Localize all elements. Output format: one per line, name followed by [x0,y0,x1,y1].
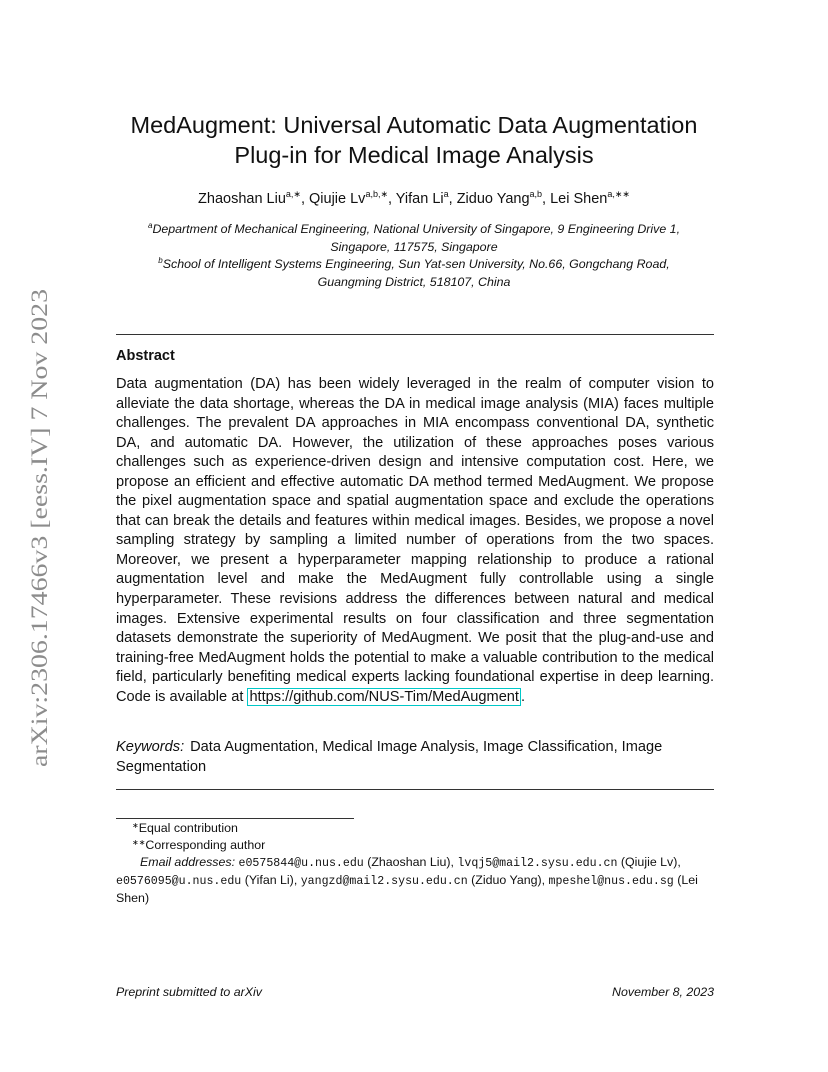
author: Zhaoshan Liu$^{a,∗}$, [198,189,310,207]
email-link[interactable]: e0575844@u.nus.edu [238,857,364,870]
email-link[interactable]: e0576095@u.nus.edu [116,875,242,888]
footnote-corresponding: ∗∗Corresponding author [132,838,266,852]
abstract-body: Data augmentation (DA) has been widely leveraged in the realm of computer vision to alleviate the data shortage, whereas the DA in medical image analysis (MIA) faces multiple challenges. The prevalent DA approaches in MIA encompass conventional DA, synthetic DA, and automatic DA. However, the utilization of these approaches poses various challenges such as experience-driven design and intensive computation cost. Here, we propose an efficient and effective automatic DA method termed MedAugment. We propose the pixel augmentation space and spatial augmentation space and exclude the operations that can break the details and features within medical images. Besides, we propose a novel sampling strategy by sampling a limited number of operations from the two spaces. Moreover, we present a hyperparameter mapping relationship to produce a rational augmentation level and make the MedAugment fully controllable using a single hyperparameter. These revisions address the differences between natural and medical images. Extensive experimental results on four classification and three segmentation datasets demonstrate the superiority of MedAugment. We posit that the plug-and-use and training-free MedAugment holds the potential to make a valuable contribution to the medical field, particularly benefiting medical experts lacking foundational expertise in deep learning. Code is available at https://github.com/NUS-Tim/MedAugment . [116,376,714,705]
footnotes [116,820,714,907]
arxiv-stamp [14,285,60,770]
abstract-bottom-rule [116,789,714,790]
keywords-text: Data Augmentation, Medical Image Analysis, Image Classification, Image Segmentation [116,739,663,775]
footnote-rule [116,818,354,819]
abstract-top-rule [116,334,714,335]
affiliations [110,221,718,291]
affiliation-b: $^b$School of Intelligent Systems Engineering, Sun Yat-sen University, No.66, Gongchang Road, [158,256,670,271]
email-link[interactable]: lvqj5@mail2.sysu.edu.cn [457,857,618,870]
code-link[interactable]: https://github.com/NUS-Tim/MedAugment [249,688,519,705]
email-link[interactable]: yangzd@mail2.sysu.edu.cn [300,875,468,888]
footnote-equal: ∗Equal contribution [132,821,238,835]
footer-preprint: Preprint submitted to arXiv [116,985,262,999]
author: Yifan Li$^a$, [395,189,457,207]
arxiv-stamp-text: arXiv:2306.17466v3 [eess.IV] 7 Nov 2023 [27,372,52,767]
footer-date: November 8, 2023 [612,985,714,999]
author: Lei Shen$^{a,∗∗}$ [550,189,630,207]
affiliation-b-cont: Guangming District, 518107, China [317,274,511,289]
title-line-1: MedAugment: Universal Automatic Data Augmentation [130,112,698,138]
affiliation-a-cont: Singapore, 117575, Singapore [330,239,498,254]
paper-title [110,110,718,170]
author: Ziduo Yang$^{a,b}$, [456,189,551,207]
abstract-heading: Abstract [116,348,175,364]
author-list [110,189,718,209]
footnote-emails: Email addresses: e0575844@u.nus.edu (Zhaoshan Liu), lvqj5@mail2.sysu.edu.cn (Qiujie Lv), e0576095@u.nus.edu (Yifan Li), yangzd@mail2.sysu.edu.cn (Ziduo Yang), mpeshel@nus.edu.sg (Lei Shen) [116,855,698,905]
title-line-2: Plug-in for Medical Image Analysis [234,142,594,168]
affiliation-a: $^a$Department of Mechanical Engineering, National University of Singapore, 9 Engineering Drive 1, [147,221,681,236]
author: Qiujie $Lv^{a,b,∗}$, [309,189,396,207]
email-link[interactable]: mpeshel@nus.edu.sg [548,875,674,888]
keywords [116,737,714,777]
abstract-text: Data augmentation (DA) has been widely leveraged in the realm of computer vision to alleviate the data shortage, whereas the DA in medical image analysis (MIA) faces multiple challenges. The prevalent DA approaches in MIA encompass conventional DA, synthetic DA, and automatic DA. However, the utilization of these approaches poses various challenges such as experience-driven design and intensive computation cost. Here, we propose an efficient and effective automatic DA method termed MedAugment. We propose the pixel augmentation space and spatial augmentation space and exclude the operations that can break the details and features within medical images. Besides, we propose a novel sampling strategy by sampling a limited number of operations from the two spaces. Moreover, we present a hyperparameter mapping relationship to produce a rational augmentation level and make the MedAugment fully controllable using a single hyperparameter. These revisions address the differences between natural and medical images. Extensive experimental results on four classification and three segmentation datasets demonstrate the superiority of MedAugment. We posit that the plug-and-use and training-free MedAugment holds the potential to make a valuable contribution to the medical field, particularly benefiting medical experts lacking foundational expertise in deep learning. Code is available at [116,376,714,705]
keywords-label: Keywords: [116,739,185,755]
